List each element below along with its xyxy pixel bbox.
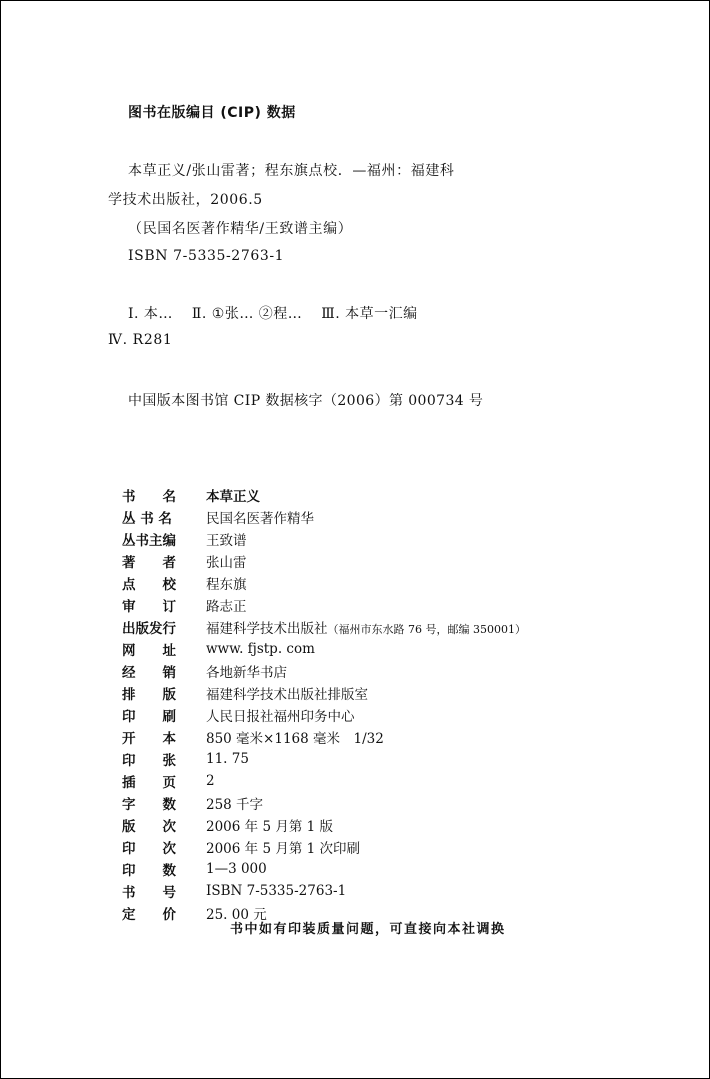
spec-value-text: 福建科学技术出版社排版室 [206,687,368,703]
spec-value [206,683,368,703]
spec-value-text: 王致谱 [206,533,247,549]
spec-row [122,506,642,528]
spec-value-text: 11. 75 [206,751,249,767]
spec-value [206,529,247,549]
spec-label: 插 页 [122,775,176,791]
spec-value-text: 各地新华书店 [206,665,287,681]
spec-row [122,770,642,792]
spec-label: 排 版 [122,687,176,703]
spec-value [206,661,287,681]
spec-value-text: 路志正 [206,599,247,615]
spec-label: 定 价 [122,907,176,923]
spec-label: 审 订 [122,599,176,615]
spec-value [206,861,267,877]
spec-value [206,705,355,725]
quality-notice: 书中如有印装质量问题，可直接向本社调换 [230,922,506,937]
spec-label: 书 号 [122,885,176,901]
spec-value-text: 25. 00 元 [206,907,267,923]
spec-value-text: 张山雷 [206,555,247,571]
cip-record-number: 中国版本图书馆 CIP 数据核字（2006）第 000734 号 [128,393,484,409]
spec-row [122,792,642,814]
spec-label: 印 刷 [122,709,176,725]
subject-heading-3: Ⅲ. 本草一汇编 [321,306,418,322]
spec-value [206,837,360,857]
spec-value-text: 2006 年 5 月第 1 版 [206,819,333,835]
spec-value [206,793,263,813]
cip-title-line: 本草正义/张山雷著；程东旗点校．—福州：福建科 [128,163,455,179]
spec-value-note: （福州市东水路 76 号，邮编 350001） [327,623,526,636]
spec-label: 点 校 [122,577,176,593]
spec-label: 印 次 [122,841,176,857]
spec-value-text: 850 毫米×1168 毫米 1/32 [206,731,384,747]
spec-label: 著 者 [122,555,176,571]
book-specs-table [122,484,642,924]
spec-value [206,595,247,615]
spec-value-text: 1—3 000 [206,861,267,877]
spec-value [206,617,526,637]
spec-row [122,858,642,880]
cip-publisher-line: 学技术出版社，2006.5 [108,192,263,208]
spec-value [206,773,215,789]
spec-value [206,883,346,899]
subject-heading-1: Ⅰ. 本… [128,306,173,322]
subject-heading-2: Ⅱ. ①张… ②程… [191,306,303,322]
cip-classification: Ⅳ. R281 [108,332,173,348]
spec-row [122,660,642,682]
cip-isbn-line: ISBN 7-5335-2763-1 [128,248,285,264]
spec-row [122,748,642,770]
spec-value-text: 民国名医著作精华 [206,511,314,527]
spec-label: 网 址 [122,643,176,659]
spec-row [122,726,642,748]
spec-row [122,550,642,572]
spec-value-text: 2006 年 5 月第 1 次印刷 [206,841,360,857]
spec-row [122,572,642,594]
spec-row [122,704,642,726]
cip-subject-headings [128,303,432,323]
spec-value-text: 福建科学技术出版社 [206,621,328,637]
spec-row [122,616,642,638]
cip-heading: 图书在版编目 (CIP) 数据 [128,105,296,121]
spec-label: 书 名 [122,489,176,505]
spec-label: 经 销 [122,665,176,681]
spec-row [122,814,642,836]
spec-label: 印 数 [122,863,176,879]
spec-value [206,573,247,593]
spec-value-text: 程东旗 [206,577,247,593]
spec-row [122,682,642,704]
spec-value [206,815,333,835]
cip-series-line: （民国名医著作精华/王致谱主编） [128,221,353,237]
spec-label: 版 次 [122,819,176,835]
spec-row [122,638,642,660]
spec-label: 丛 书 名 [122,511,172,527]
spec-row [122,880,642,902]
spec-label: 开 本 [122,731,176,747]
spec-value [206,751,249,767]
spec-value [206,551,247,571]
spec-value [206,727,384,747]
spec-label: 字 数 [122,797,176,813]
spec-value [206,507,314,527]
spec-value-text: 258 千字 [206,797,264,813]
spec-value-text: www. fjstp. com [206,641,315,657]
spec-value-text: ISBN 7-5335-2763-1 [206,883,347,899]
spec-row [122,484,642,506]
spec-value-text: 本草正义 [206,489,260,505]
spec-value [206,485,260,505]
spec-row [122,836,642,858]
spec-value-text: 2 [206,773,215,789]
spec-label: 出版发行 [122,621,176,637]
spec-row [122,528,642,550]
spec-row [122,594,642,616]
spec-label: 印 张 [122,753,176,769]
spec-label: 丛书主编 [122,533,176,549]
spec-value-text: 人民日报社福州印务中心 [206,709,355,725]
spec-value [206,641,315,657]
